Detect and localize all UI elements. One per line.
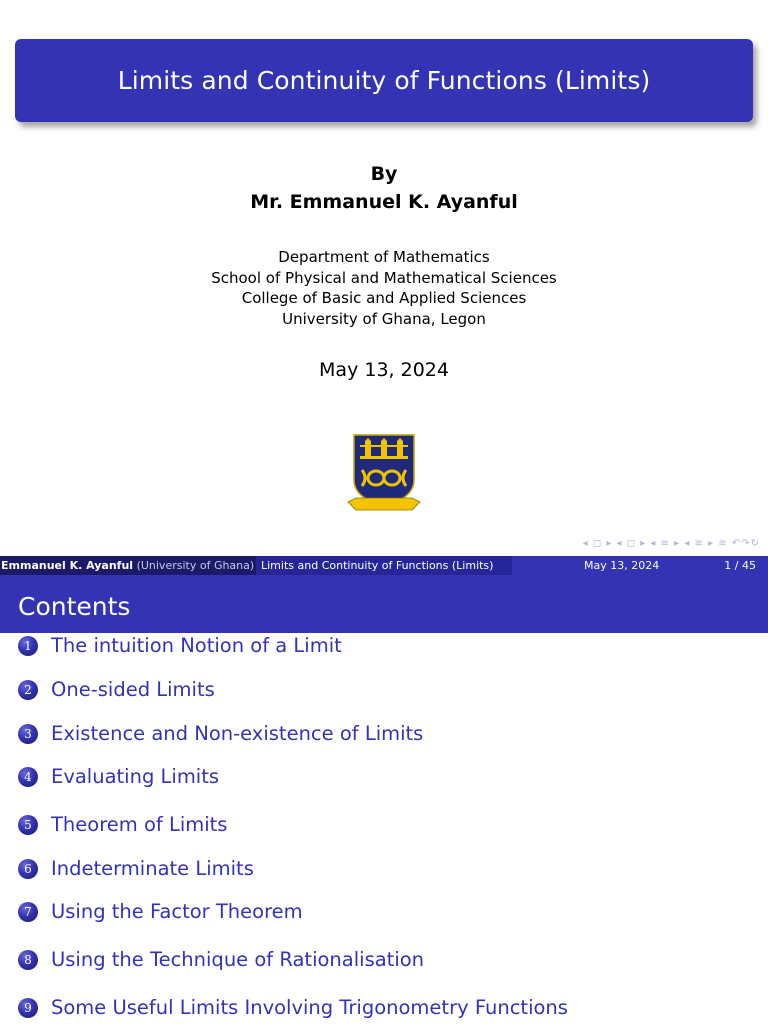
footer-date-page-section	[512, 556, 768, 575]
slide-title: Limits and Continuity of Functions (Limits)	[117, 66, 651, 95]
toc-item[interactable]	[18, 813, 227, 836]
presentation-date: May 13, 2024	[319, 359, 449, 381]
affiliation-college: College of Basic and Applied Sciences	[241, 289, 527, 307]
toc-link[interactable]: Using the Technique of Rationalisation	[51, 948, 425, 971]
contents-heading: Contents	[18, 592, 131, 621]
toc-number-ball: 8	[18, 950, 38, 970]
affiliation-school: School of Physical and Mathematical Sciences	[211, 268, 557, 287]
footer-author-section	[0, 556, 256, 575]
author-name: Mr. Emmanuel K. Ayanful	[250, 191, 518, 213]
toc-item[interactable]	[18, 722, 423, 745]
toc-link[interactable]: Theorem of Limits	[51, 813, 228, 836]
footer-date: May 13, 2024	[584, 559, 660, 572]
toc-number-ball: 2	[18, 680, 38, 700]
toc-number-ball: 5	[18, 815, 38, 835]
toc-item[interactable]	[18, 948, 424, 971]
toc-item[interactable]	[18, 996, 568, 1019]
affiliation-university: University of Ghana, Legon	[282, 309, 486, 328]
beamer-navigation-symbols[interactable]: ◂ ◻ ▸ ◂ ◻ ▸ ◂ ≡ ▸ ◂ ≡ ▸ ≡ ↶↷↻	[582, 538, 760, 549]
contents-heading-bar	[0, 575, 768, 633]
toc-link[interactable]: One-sided Limits	[51, 678, 215, 701]
toc-number-ball: 7	[18, 902, 38, 922]
toc-item[interactable]	[18, 678, 215, 701]
toc-number-ball: 9	[18, 998, 38, 1018]
footer-title-section	[256, 556, 512, 575]
footer-author: Emmanuel K. Ayanful	[1, 559, 134, 572]
toc-number-ball: 3	[18, 724, 38, 744]
slide-footer	[0, 556, 768, 575]
by-label: By	[370, 163, 398, 185]
university-crest-logo	[346, 432, 422, 514]
affiliation	[0, 247, 768, 329]
toc-link[interactable]: Indeterminate Limits	[51, 857, 254, 880]
toc-link[interactable]: Using the Factor Theorem	[51, 900, 303, 923]
toc-link[interactable]: Existence and Non-existence of Limits	[51, 722, 424, 745]
toc-link[interactable]: Evaluating Limits	[51, 765, 220, 788]
affiliation-department: Department of Mathematics	[278, 248, 490, 266]
toc-number-ball: 6	[18, 859, 38, 879]
footer-institute: (University of Ghana)	[136, 559, 255, 572]
toc-item[interactable]	[18, 765, 219, 788]
toc-item[interactable]	[18, 900, 303, 923]
toc-link[interactable]: The intuition Notion of a Limit	[51, 634, 342, 657]
toc-number-ball: 4	[18, 767, 38, 787]
footer-title: Limits and Continuity of Functions (Limits)	[261, 559, 494, 572]
toc-item[interactable]	[18, 857, 254, 880]
footer-page-number: 1 / 45	[724, 559, 756, 572]
toc-item[interactable]	[18, 634, 342, 657]
slide-title-box	[15, 39, 753, 122]
toc-link[interactable]: Some Useful Limits Involving Trigonometry Functions	[51, 996, 568, 1019]
toc-number-ball: 1	[18, 636, 38, 656]
